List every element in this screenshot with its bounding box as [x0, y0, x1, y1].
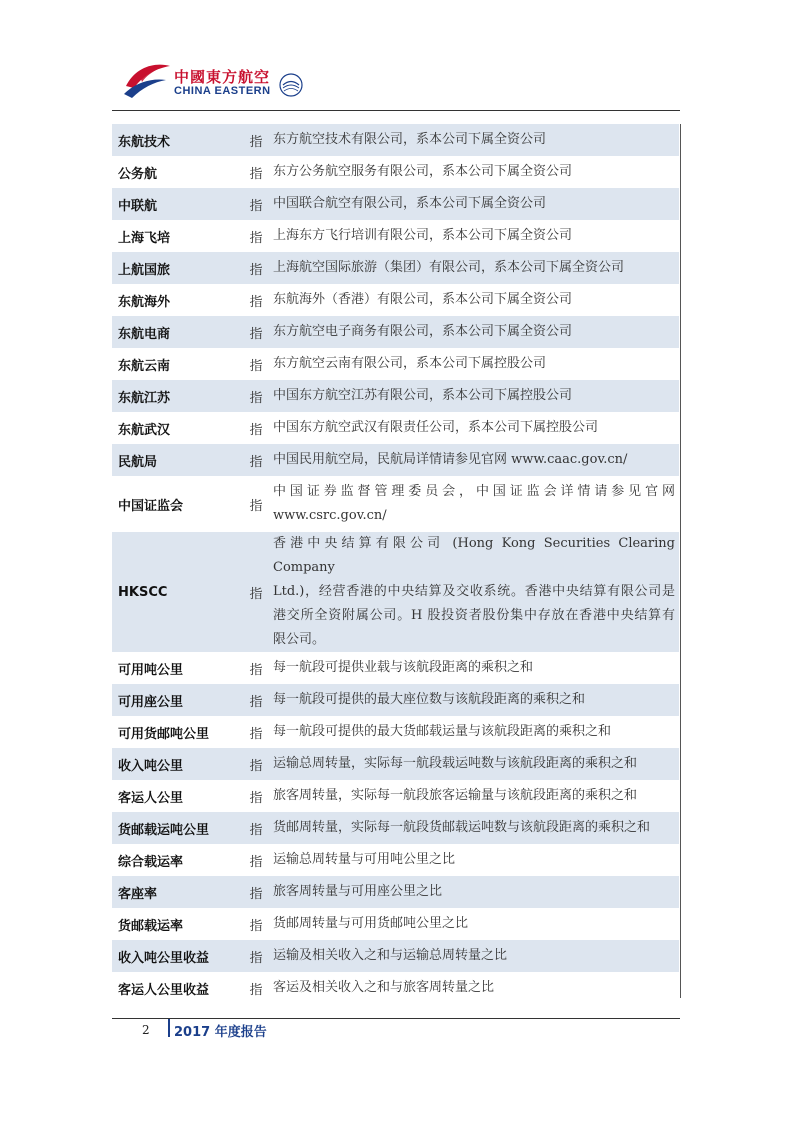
refers-to-cell: 指: [249, 166, 263, 182]
table-row: [112, 476, 679, 532]
definition-cell: 中国联合航空有限公司，系本公司下属全资公司: [273, 196, 547, 211]
refers-to-cell: 指: [249, 326, 263, 342]
table-row: [112, 156, 679, 188]
page-header: [112, 52, 680, 111]
definition-cell: 运输总周转量与可用吨公里之比: [273, 852, 456, 867]
definition-cell: 东方航空电子商务有限公司，系本公司下属全资公司: [273, 324, 573, 339]
term-cell: 客运人公里: [118, 790, 184, 806]
definition-cell: 旅客周转量，实际每一航段旅客运输量与该航段距离的乘积之和: [273, 788, 638, 803]
definition-cell: 上海航空国际旅游（集团）有限公司，系本公司下属全资公司: [273, 260, 625, 275]
refers-to-cell: 指: [249, 498, 263, 514]
term-cell: 货邮载运吨公里: [118, 822, 210, 838]
definition-cell: 货邮周转量，实际每一航段货邮载运吨数与该航段距离的乘积之和: [273, 820, 651, 835]
table-row: [112, 876, 679, 908]
refers-to-cell: 指: [249, 790, 263, 806]
table-row: [112, 284, 679, 316]
refers-to-cell: 指: [249, 262, 263, 278]
table-row: [112, 972, 679, 1004]
table-row: [112, 716, 679, 748]
report-title: 2017 年度报告: [174, 1025, 267, 1040]
definitions-table: [112, 124, 681, 998]
refers-to-cell: 指: [249, 758, 263, 774]
term-cell: 收入吨公里: [118, 758, 184, 774]
term-cell: 货邮载运率: [118, 918, 184, 934]
refers-to-cell: 指: [249, 886, 263, 902]
refers-to-cell: 指: [249, 854, 263, 870]
skyteam-logo-icon: [274, 66, 308, 100]
term-cell: 东航云南: [118, 358, 171, 374]
table-row: [112, 812, 679, 844]
refers-to-cell: 指: [249, 422, 263, 438]
table-row: [112, 940, 679, 972]
definition-line: 限公司。: [273, 632, 326, 647]
table-row: [112, 124, 679, 156]
term-cell: 综合载运率: [118, 854, 184, 870]
table-row: [112, 412, 679, 444]
definition-cell: 东方航空云南有限公司，系本公司下属控股公司: [273, 356, 547, 371]
refers-to-cell: 指: [249, 198, 263, 214]
definition-cell: 每一航段可提供的最大座位数与该航段距离的乘积之和: [273, 692, 586, 707]
refers-to-cell: 指: [249, 358, 263, 374]
page-number: 2: [142, 1023, 150, 1037]
refers-to-cell: 指: [249, 230, 263, 246]
definition-cell: 东航海外（香港）有限公司，系本公司下属全资公司: [273, 292, 573, 307]
table-row: [112, 844, 679, 876]
definition-cell: 中国东方航空武汉有限责任公司，系本公司下属控股公司: [273, 420, 599, 435]
definition-line: 香港中央结算有限公司 (Hong Kong Securities Clearing Company: [273, 536, 675, 575]
term-cell: 客运人公里收益: [118, 982, 210, 998]
term-cell: 上航国旅: [118, 262, 171, 278]
definition-cell: 上海东方飞行培训有限公司，系本公司下属全资公司: [273, 228, 573, 243]
table-row: [112, 780, 679, 812]
refers-to-cell: 指: [249, 726, 263, 742]
table-row: [112, 316, 679, 348]
definition-cell: 货邮周转量与可用货邮吨公里之比: [273, 916, 469, 931]
table-row: [112, 908, 679, 940]
definition-cell: 客运及相关收入之和与旅客周转量之比: [273, 980, 495, 995]
table-row: [112, 652, 679, 684]
refers-to-cell: 指: [249, 822, 263, 838]
definition-cell: 东方航空技术有限公司，系本公司下属全资公司: [273, 132, 547, 147]
footer-divider: [168, 1019, 170, 1037]
table-row: [112, 188, 679, 220]
refers-to-cell: 指: [249, 662, 263, 678]
table-row: [112, 220, 679, 252]
term-cell: 中联航: [118, 198, 158, 214]
table-row: [112, 444, 679, 476]
term-cell: HKSCC: [118, 584, 168, 600]
definition-cell: 旅客周转量与可用座公里之比: [273, 884, 443, 899]
term-cell: 东航海外: [118, 294, 171, 310]
refers-to-cell: 指: [249, 982, 263, 998]
term-cell: 民航局: [118, 454, 158, 470]
refers-to-cell: 指: [249, 950, 263, 966]
term-cell: 东航武汉: [118, 422, 171, 438]
definition-cell: [270, 532, 679, 652]
refers-to-cell: 指: [249, 294, 263, 310]
term-cell: 上海飞培: [118, 230, 171, 246]
definition-cell: 中国民用航空局，民航局详情请参见官网 www.caac.gov.cn/: [273, 452, 628, 467]
page-footer: [112, 1018, 680, 1040]
definition-cell: 每一航段可提供的最大货邮载运量与该航段距离的乘积之和: [273, 724, 612, 739]
definition-line: 港交所全资附属公司。H 股投资者股份集中存放在香港中央结算有: [273, 608, 675, 623]
term-cell: 客座率: [118, 886, 158, 902]
logo-chinese-name: 中國東方航空: [174, 68, 271, 86]
term-cell: 东航技术: [118, 134, 171, 150]
table-row: [112, 748, 679, 780]
table-row: [112, 684, 679, 716]
definition-cell: 运输及相关收入之和与运输总周转量之比: [273, 948, 508, 963]
table-row: [112, 348, 679, 380]
refers-to-cell: 指: [249, 454, 263, 470]
definition-line: www.csrc.gov.cn/: [273, 508, 387, 523]
term-cell: 可用货邮吨公里: [118, 726, 210, 742]
definition-line: 中国证券监督管理委员会，中国证监会详情请参见官网: [273, 484, 675, 499]
refers-to-cell: 指: [249, 918, 263, 934]
definition-cell: 东方公务航空服务有限公司，系本公司下属全资公司: [273, 164, 573, 179]
china-eastern-swallow-logo: [122, 56, 172, 102]
term-cell: 东航江苏: [118, 390, 171, 406]
term-cell: 公务航: [118, 166, 158, 182]
table-row: [112, 532, 679, 652]
definition-line: Ltd.)，经营香港的中央结算及交收系统。香港中央结算有限公司是: [273, 584, 675, 599]
definition-cell: 中国东方航空江苏有限公司，系本公司下属控股公司: [273, 388, 573, 403]
definition-cell: 运输总周转量，实际每一航段载运吨数与该航段距离的乘积之和: [273, 756, 638, 771]
refers-to-cell: 指: [249, 694, 263, 710]
term-cell: 中国证监会: [118, 498, 184, 514]
definition-cell: [270, 476, 679, 532]
table-row: [112, 252, 679, 284]
term-cell: 收入吨公里收益: [118, 950, 210, 966]
definition-cell: 每一航段可提供业载与该航段距离的乘积之和: [273, 660, 534, 675]
term-cell: 可用吨公里: [118, 662, 184, 678]
definitions-table-body: [112, 124, 679, 1004]
term-cell: 可用座公里: [118, 694, 184, 710]
refers-to-cell: 指: [249, 390, 263, 406]
term-cell: 东航电商: [118, 326, 171, 342]
refers-to-cell: 指: [249, 586, 263, 602]
table-row: [112, 380, 679, 412]
logo-english-name: CHINA EASTERN: [174, 85, 271, 97]
refers-to-cell: 指: [249, 134, 263, 150]
